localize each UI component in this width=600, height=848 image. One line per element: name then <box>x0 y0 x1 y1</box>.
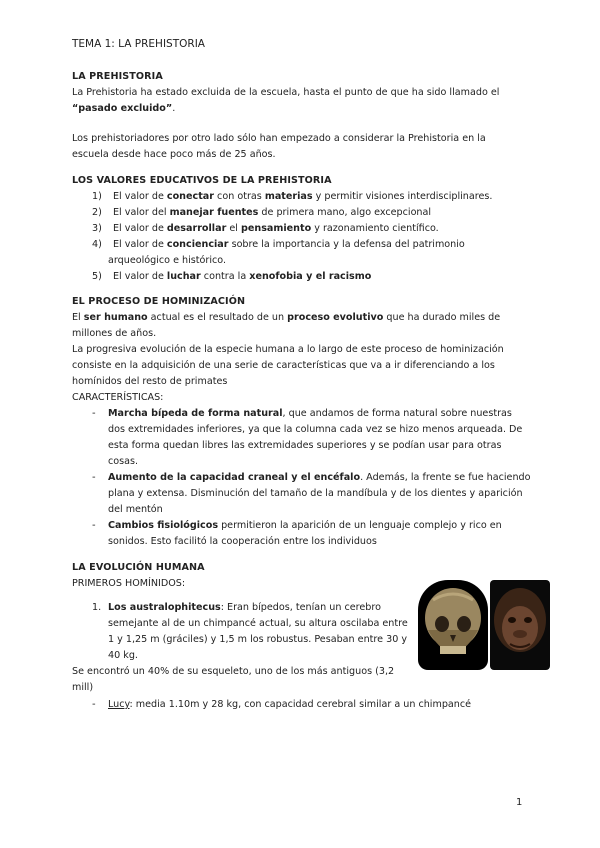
bold-term: “pasado excluido” <box>72 103 173 114</box>
list-item: El valor de luchar contra la xenofobia y el racismo <box>113 271 372 282</box>
paragraph-line: La progresiva evolución de la especie humana a lo largo de este proceso de hominización <box>72 344 504 355</box>
bullet-dash: - <box>92 472 96 483</box>
bullet-item-line: cosas. <box>108 456 139 467</box>
bullet-item-line: del mentón <box>108 504 163 515</box>
list-number: 5) <box>92 271 102 282</box>
section-heading-evolucion: LA EVOLUCIÓN HUMANA <box>72 562 205 573</box>
bullet-item: Aumento de la capacidad craneal y el encéfalo. Además, la frente se fue haciendo <box>108 472 531 483</box>
list-item: El valor del manejar fuentes de primera mano, algo excepcional <box>113 207 432 218</box>
section-heading-hominizacion: EL PROCESO DE HOMINIZACIÓN <box>72 296 246 307</box>
paragraph-line: Se encontró un 40% de su esqueleto, uno de los más antiguos (3,2 <box>72 666 395 677</box>
list-item: El valor de desarrollar el pensamiento y razonamiento científico. <box>113 223 439 234</box>
list-number: 1) <box>92 191 102 202</box>
bullet-item-line: esta forma quedan libres las extremidades superiores y se podían usar para otras <box>108 440 502 451</box>
subheading: PRIMEROS HOMÍNIDOS: <box>72 578 186 589</box>
list-item-continuation: arqueológico e histórico. <box>108 255 227 266</box>
list-number: 3) <box>92 223 102 234</box>
list-number: 4) <box>92 239 102 250</box>
bullet-item-line: plana y extensa. Disminución del tamaño de la mandíbula y de los dientes y aparición <box>108 488 523 499</box>
paragraph-line: “pasado excluido”. <box>72 103 176 114</box>
paragraph-line: Los prehistoriadores por otro lado sólo han empezado a considerar la Prehistoria en la <box>72 133 486 144</box>
australopithecus-reconstruction-photo <box>490 580 550 670</box>
paragraph-line: consiste en la adquisición de una serie de características que va a ir diferenciando a los <box>72 360 495 371</box>
paragraph-line: millones de años. <box>72 328 157 339</box>
bullet-dash: - <box>92 699 96 710</box>
bullet-item: Lucy: media 1.10m y 28 kg, con capacidad cerebral similar a un chimpancé <box>108 699 472 710</box>
list-number: 1. <box>92 602 102 613</box>
bullet-dash: - <box>92 408 96 419</box>
bullet-item: Cambios fisiológicos permitieron la aparición de un lenguaje complejo y rico en <box>108 520 502 531</box>
bullet-item: Marcha bípeda de forma natural, que andamos de forma natural sobre nuestras <box>108 408 512 419</box>
list-number: 2) <box>92 207 102 218</box>
section-heading-caracteristicas: CARACTERÍSTICAS: <box>72 392 164 403</box>
section-heading-prehistoria: LA PREHISTORIA <box>72 71 163 82</box>
paragraph-line: mill) <box>72 682 94 693</box>
paragraph-line: La Prehistoria ha estado excluida de la escuela, hasta el punto de que ha sido llamado el <box>72 87 500 98</box>
skull-photo <box>418 580 488 670</box>
bullet-item-line: sonidos. Esto facilitó la cooperación entre los individuos <box>108 536 377 547</box>
section-heading-valores: LOS VALORES EDUCATIVOS DE LA PREHISTORIA <box>72 175 332 186</box>
page-title: TEMA 1: LA PREHISTORIA <box>72 38 205 50</box>
page-number: 1 <box>516 797 523 808</box>
paragraph-line: homínidos del resto de primates <box>72 376 228 387</box>
bullet-item-line: dos extremidades inferiores, ya que la columna cada vez se hizo menos arqueada. De <box>108 424 523 435</box>
list-item: El valor de concienciar sobre la importancia y la defensa del patrimonio <box>113 239 465 250</box>
list-item: Los australophitecus: Eran bípedos, tenían un cerebro <box>108 602 381 613</box>
paragraph-line: El ser humano actual es el resultado de un proceso evolutivo que ha durado miles de <box>72 312 501 323</box>
list-item-line: 40 kg. <box>108 650 138 661</box>
list-item-line: 1 y 1,25 m (gráciles) y 1,5 m los robustus. Pesaban entre 30 y <box>108 634 408 645</box>
bullet-dash: - <box>92 520 96 531</box>
list-item: El valor de conectar con otras materias y permitir visiones interdisciplinares. <box>113 191 493 202</box>
list-item-line: semejante al de un chimpancé actual, su altura oscilaba entre <box>108 618 408 629</box>
paragraph-line: escuela desde hace poco más de 25 años. <box>72 149 276 160</box>
